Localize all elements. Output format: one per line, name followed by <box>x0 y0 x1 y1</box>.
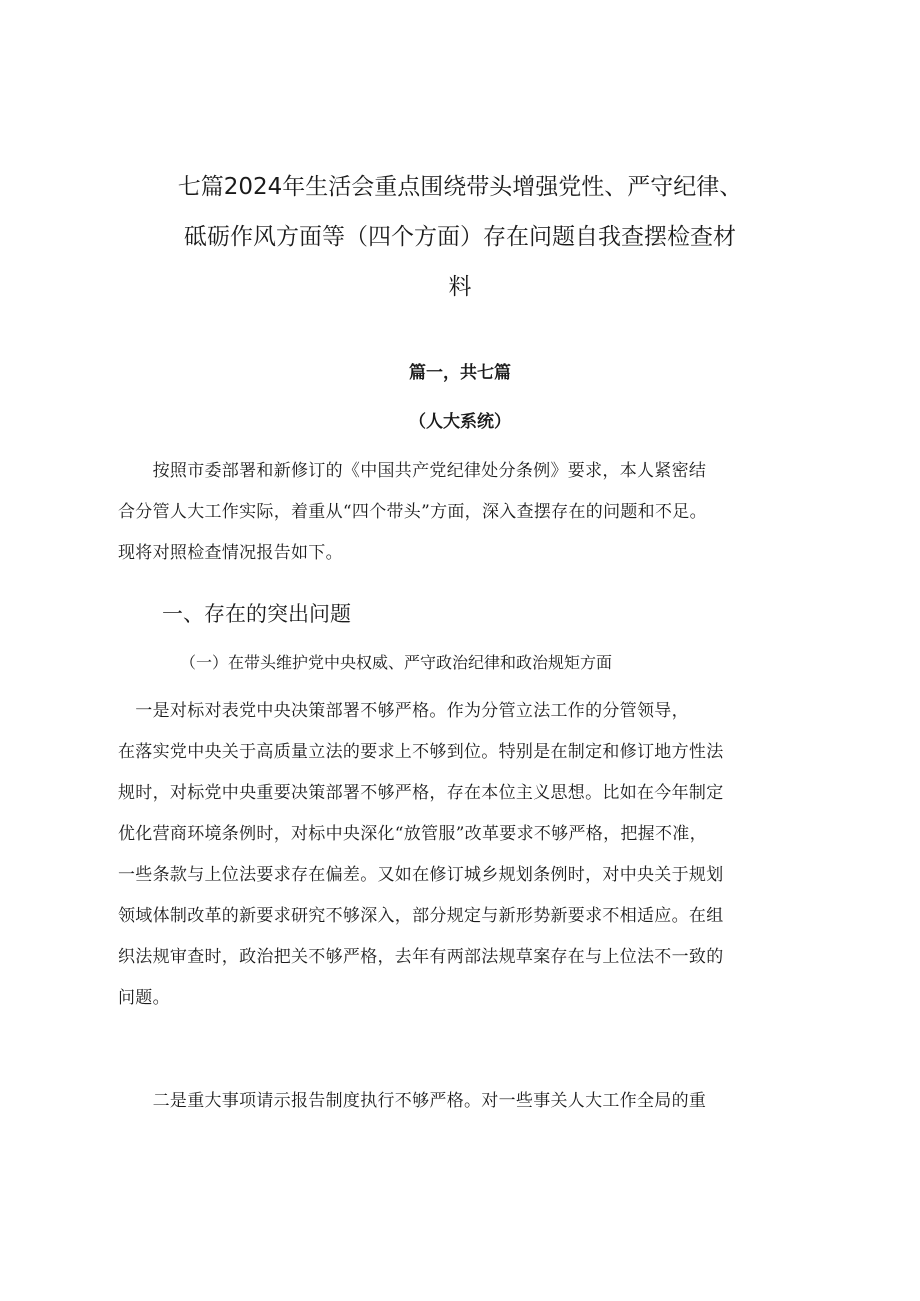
point-one-line: 在落实党中央关于高质量立法的要求上不够到位。特别是在制定和修订地方性法 <box>118 742 724 762</box>
title-line-1: 七篇2024年生活会重点围绕带头增强党性、严守纪律、 <box>177 174 743 200</box>
sub-heading: （一）在带头维护党中央权威、严守政治纪律和政治规矩方面 <box>180 653 613 672</box>
point-one-line: 一些条款与上位法要求存在偏差。又如在修订城乡规划条例时，对中央关于规划 <box>118 865 724 885</box>
point-one-line: 优化营商环境条例时，对标中央深化“放管服”改革要求不够严格，把握不准， <box>118 824 707 844</box>
point-one-line: 问题。 <box>118 988 170 1008</box>
intro-line: 按照市委部署和新修订的《中国共产党纪律处分条例》要求，本人紧密结 <box>118 461 707 481</box>
intro-line: 合分管人大工作实际，着重从“四个带头”方面，深入查摆存在的问题和不足。 <box>118 502 707 522</box>
system-name: （人大系统） <box>409 412 511 432</box>
title-line-3: 料 <box>448 274 472 300</box>
intro-line: 现将对照检查情况报告如下。 <box>118 543 343 563</box>
point-two-line: 二是重大事项请示报告制度执行不够严格。对一些事关人大工作全局的重 <box>118 1091 707 1111</box>
section-heading: 一、存在的突出问题 <box>162 602 351 626</box>
point-one-line: 一是对标对表党中央决策部署不够严格。作为分管立法工作的分管领导， <box>118 701 689 721</box>
title-line-2: 砥砺作风方面等（四个方面）存在问题自我查摆检查材 <box>184 224 736 250</box>
point-two-paragraph <box>118 1081 818 1122</box>
intro-paragraph <box>118 451 818 574</box>
document-title <box>150 162 770 312</box>
point-one-line: 规时，对标党中央重要决策部署不够严格，存在本位主义思想。比如在今年制定 <box>118 783 724 803</box>
point-one-paragraph <box>118 691 818 1019</box>
part-title: 篇一，共七篇 <box>409 363 511 383</box>
point-one-line: 织法规审查时，政治把关不够严格，去年有两部法规草案存在与上位法不一致的 <box>118 947 724 967</box>
point-one-line: 领域体制改革的新要求研究不够深入，部分规定与新形势新要求不相适应。在组 <box>118 906 724 926</box>
